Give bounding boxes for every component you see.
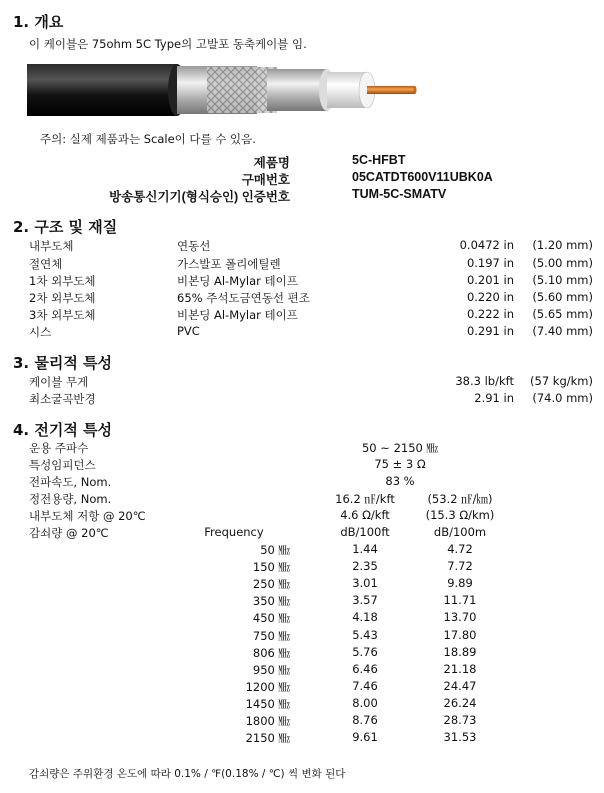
structure-part: 내부도체 bbox=[29, 239, 74, 253]
overview-description: 이 케이블은 75ohm 5C Type의 고발포 동축케이블 임. bbox=[29, 37, 307, 51]
info-label: 제품명 bbox=[253, 156, 290, 170]
resistance-value-metric: (15.3 Ω/km) bbox=[425, 508, 495, 522]
structure-inch: 0.220 in bbox=[466, 290, 514, 304]
attenuation-db-ft: 1.44 bbox=[352, 542, 378, 556]
attenuation-db-ft: 8.00 bbox=[352, 695, 378, 710]
physical-label: 최소굴곡반경 bbox=[29, 392, 96, 406]
attenuation-frequency: 1450 ㎒ bbox=[245, 696, 290, 711]
attenuation-col-m: dB/100m bbox=[433, 525, 487, 539]
attenuation-label: 감쇠량 @ 20℃ bbox=[29, 526, 109, 540]
structure-part: 3차 외부도체 bbox=[29, 308, 96, 322]
attenuation-db-m: 21.18 bbox=[443, 661, 477, 676]
structure-mm: (1.20 mm) bbox=[532, 238, 593, 252]
structure-inch: 0.222 in bbox=[466, 307, 514, 321]
physical-value-metric: (57 kg/km) bbox=[530, 374, 593, 388]
structure-mm: (5.60 mm) bbox=[532, 290, 593, 304]
attenuation-frequency: 250 ㎒ bbox=[252, 577, 290, 592]
info-label: 방송통신기기(형식승인) 인증번호 bbox=[109, 190, 290, 204]
attenuation-frequency: 50 ㎒ bbox=[260, 543, 290, 557]
scale-note: 주의: 실제 제품과는 Scale이 다를 수 있음. bbox=[40, 132, 256, 146]
attenuation-frequency: 750 ㎒ bbox=[252, 628, 290, 643]
attenuation-footnote: 감쇠량은 주위환경 온도에 따라 0.1% / ℉(0.18% / ℃) 씩 변화 된다 bbox=[29, 768, 346, 780]
attenuation-db-m: 31.53 bbox=[443, 730, 477, 745]
freq-value: 50 ~ 2150 ㎒ bbox=[361, 441, 438, 455]
attenuation-db-ft: 8.76 bbox=[352, 713, 378, 727]
attenuation-db-m: 9.89 bbox=[447, 576, 473, 591]
structure-material: 비본딩 Al-Mylar 테이프 bbox=[177, 308, 298, 322]
attenuation-frequency: 806 ㎒ bbox=[252, 645, 290, 660]
structure-mm: (5.65 mm) bbox=[532, 307, 593, 321]
attenuation-db-m: 4.72 bbox=[447, 542, 473, 556]
capacitance-value-metric: (53.2 ㎋/㎞) bbox=[427, 492, 493, 506]
physical-value-imperial: 38.3 lb/kft bbox=[455, 374, 514, 388]
freq-label: 운용 주파수 bbox=[29, 441, 89, 455]
attenuation-db-ft: 7.46 bbox=[352, 678, 378, 693]
physical-value-imperial: 2.91 in bbox=[474, 391, 514, 405]
structure-material: 가스발포 폴리에틸렌 bbox=[177, 257, 281, 271]
resistance-label: 내부도체 저항 @ 20℃ bbox=[29, 509, 146, 523]
physical-label: 케이블 무게 bbox=[29, 375, 89, 389]
attenuation-frequency: 150 ㎒ bbox=[252, 560, 290, 575]
attenuation-db-m: 13.70 bbox=[443, 610, 477, 625]
attenuation-db-ft: 3.01 bbox=[352, 576, 378, 591]
attenuation-db-ft: 5.43 bbox=[352, 627, 378, 642]
section-1-heading: 1. 개요 bbox=[13, 13, 64, 31]
attenuation-frequency: 2150 ㎒ bbox=[245, 731, 290, 746]
attenuation-frequency: 350 ㎒ bbox=[252, 594, 290, 609]
attenuation-db-ft: 3.57 bbox=[352, 593, 378, 608]
capacitance-label: 정전용량, Nom. bbox=[29, 492, 112, 506]
velocity-value: 83 % bbox=[385, 474, 415, 488]
attenuation-frequency: 1800 ㎒ bbox=[245, 714, 290, 728]
structure-material: 비본딩 Al-Mylar 테이프 bbox=[177, 274, 298, 288]
structure-inch: 0.291 in bbox=[466, 324, 514, 338]
structure-mm: (5.10 mm) bbox=[532, 273, 593, 287]
structure-part: 2차 외부도체 bbox=[29, 291, 96, 305]
info-value: 05CATDT600V11UBK0A bbox=[352, 170, 493, 184]
attenuation-col-frequency: Frequency bbox=[204, 525, 264, 539]
attenuation-db-m: 28.73 bbox=[443, 713, 477, 727]
attenuation-frequency: 1200 ㎒ bbox=[245, 679, 290, 694]
attenuation-db-m: 7.72 bbox=[447, 559, 473, 574]
info-value: 5C-HFBT bbox=[352, 153, 406, 167]
structure-mm: (5.00 mm) bbox=[532, 256, 593, 270]
info-label: 구매번호 bbox=[241, 173, 290, 187]
attenuation-col-ft: dB/100ft bbox=[340, 525, 390, 539]
structure-part: 시스 bbox=[29, 325, 52, 339]
attenuation-db-m: 26.24 bbox=[443, 695, 477, 710]
resistance-value-imperial: 4.6 Ω/kft bbox=[340, 508, 390, 522]
capacitance-value-imperial: 16.2 ㎋/kft bbox=[335, 492, 395, 506]
attenuation-db-m: 24.47 bbox=[443, 678, 477, 693]
section-2-heading: 2. 구조 및 재질 bbox=[13, 218, 118, 236]
attenuation-db-ft: 5.76 bbox=[352, 644, 378, 659]
structure-inch: 0.0472 in bbox=[459, 238, 514, 252]
attenuation-db-ft: 2.35 bbox=[352, 559, 378, 574]
section-3-heading: 3. 물리적 특성 bbox=[13, 354, 113, 372]
attenuation-db-ft: 9.61 bbox=[352, 730, 378, 745]
structure-material: 연동선 bbox=[177, 239, 211, 253]
structure-material: 65% 주석도금연동선 편조 bbox=[177, 291, 310, 305]
coax-cable-image bbox=[27, 52, 417, 128]
info-value: TUM-5C-SMATV bbox=[352, 187, 447, 201]
velocity-label: 전파속도, Nom. bbox=[29, 475, 112, 489]
structure-part: 절연체 bbox=[29, 257, 63, 271]
attenuation-db-m: 11.71 bbox=[443, 593, 477, 608]
structure-inch: 0.197 in bbox=[466, 256, 514, 270]
structure-material: PVC bbox=[177, 324, 200, 338]
impedance-value: 75 ± 3 Ω bbox=[374, 457, 426, 471]
impedance-label: 특성임피던스 bbox=[29, 458, 96, 472]
attenuation-frequency: 950 ㎒ bbox=[252, 662, 290, 677]
section-4-heading: 4. 전기적 특성 bbox=[13, 421, 113, 439]
attenuation-db-m: 17.80 bbox=[443, 627, 477, 642]
attenuation-db-ft: 4.18 bbox=[352, 610, 378, 625]
attenuation-frequency: 450 ㎒ bbox=[252, 611, 290, 626]
structure-part: 1차 외부도체 bbox=[29, 274, 96, 288]
attenuation-db-m: 18.89 bbox=[443, 644, 477, 659]
attenuation-db-ft: 6.46 bbox=[352, 661, 378, 676]
structure-mm: (7.40 mm) bbox=[532, 324, 593, 338]
structure-inch: 0.201 in bbox=[466, 273, 514, 287]
physical-value-metric: (74.0 mm) bbox=[532, 391, 593, 405]
